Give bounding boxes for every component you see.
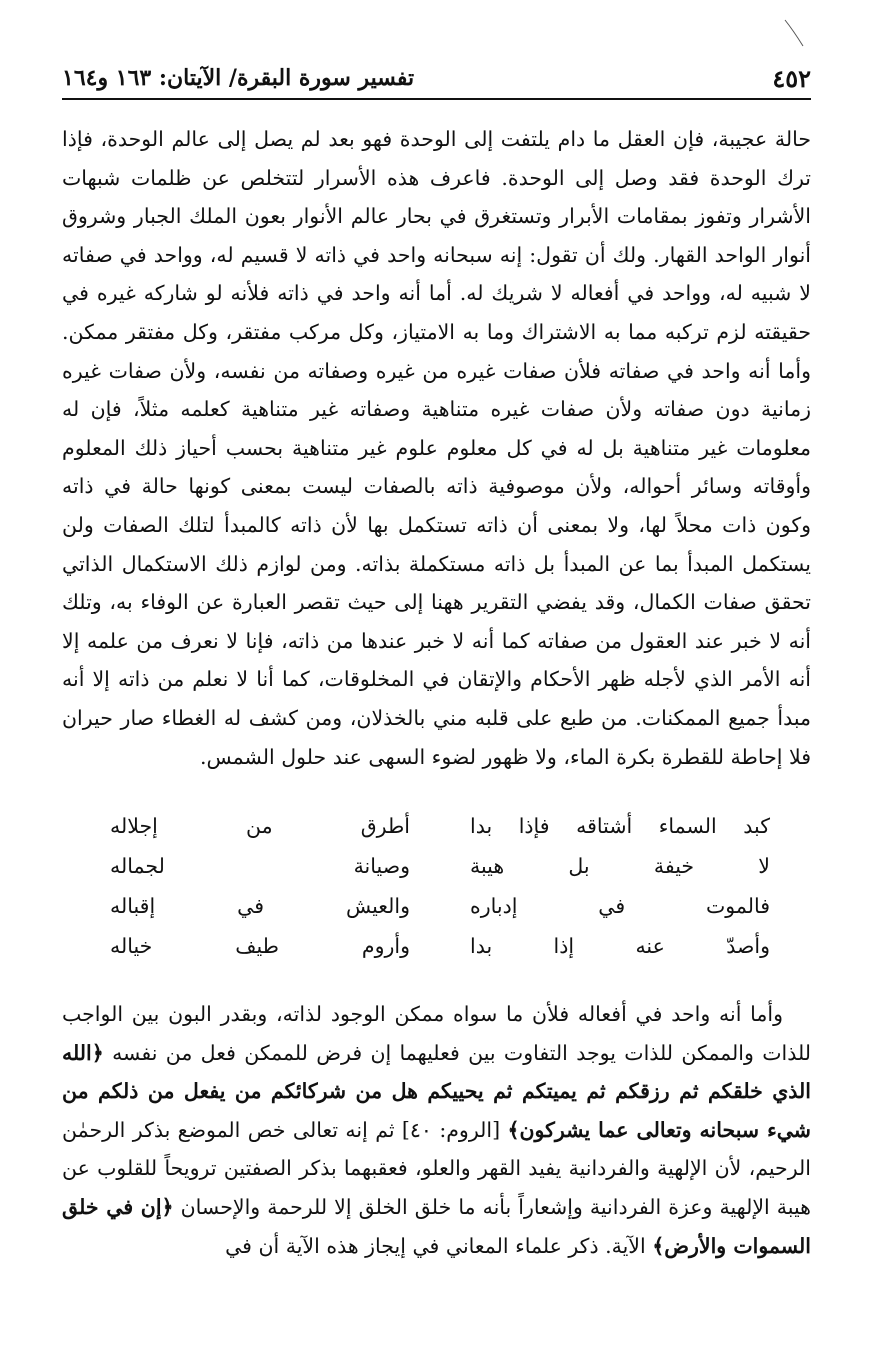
verse-second-half: وصيانة لجماله [110, 854, 410, 878]
running-title: تفسير سورة البقرة/ الآيتان: ١٦٣ و١٦٤ [62, 65, 415, 91]
page-header [62, 58, 811, 100]
verse-second-half: وأروم طيف خياله [110, 934, 410, 958]
poem [110, 806, 770, 966]
poem-verse [110, 886, 770, 926]
paragraph-2-text: [الروم: ٤٠] ثم إنه تعالى خص الموضع بذكر الرحمٰن الرحيم، لأن الإلهية والفردانية يفيد القهر والعلو، فعقبهما بذكر الصفتين ترويحاً للقلوب عن هيبة الإلهية وعزة الفردانية وإشعاراً بأنه ما خلق الخلق إلا للرحمة والإحسان [62, 1117, 811, 1219]
quran-quote: ﴿الله الذي خلقكم ثم رزقكم ثم يميتكم ثم يحييكم هل من شركائكم من يفعل من ذلكم من شيء سبحانه وتعالى عما يشركون﴾ [62, 1040, 811, 1142]
verse-first-half: وأصدّ عنه إذا بدا [470, 934, 770, 958]
verse-second-half: أطرق من إجلاله [110, 814, 410, 838]
paragraph-1-text: حالة عجيبة، فإن العقل ما دام يلتفت إلى الوحدة فهو بعد لم يصل إلى عالم الوحدة، فإذا ترك الوحدة فقد وصل إلى الوحدة. فاعرف هذه الأسرار لتتخلص عن ظلمات شبهات الأشرار وتفوز بمقامات الأبرار وتستغرق في بحار عالم الأنوار بعون الملك الجبار وشروق أنوار الواحد القهار. ولك أن تقول: إنه سبحانه واحد في ذاته لا قسيم له، وواحد في صفاته لا شبيه له، وواحد في أفعاله لا شريك له. أما أنه واحد في ذاته فلأنه لو شاركه غيره في حقيقته لزم تركبه مما به الاشتراك وما به الامتياز، وكل مركب مفتقر، وكل مفتقر ممكن. وأما أنه واحد في صفاته فلأن صفات غيره من غيره وصفاته من نفسه، ولأن صفات غيره زمانية دون صفاته ولأن صفات غيره متناهية وصفاته غير متناهية كعلمه مثلاً، فإن له معلومات غير متناهية بل له في كل معلوم علوم غير متناهية بحسب أحياز ذلك المعلوم وأوقاته وسائر أحواله، ولأن موصوفية ذاته بالصفات ليست بمعنى كونها حالة في ذاته وكون ذات محلاً لها، ولا بمعنى أن ذاته تستكمل بها لأن ذاته كالمبدأ لتلك الصفات ولن يستكمل المبدأ بما عن المبدأ بل ذاته مستكملة بذاته. ومن لوازم ذلك الاستكمال الذاتي تحقق صفات الكمال، وقد يفضي التقرير ههنا إلى حيث تقصر العبارة عن الوفاء به، وتلك أنه لا خبر عند العقول من صفاته كما أنه لا خبر عندها من ذاته، فإنا لا نعرف من علمه إلا أنه الأمر الذي لأجله ظهر الأحكام والإتقان في المخلوقات، كما أنا لا نعلم من ذاته إلا أنه مبدأ جميع الممكنات. من طبع على قلبه مني بالخذلان، ومن كشف له الغطاء صار حيران فلا إحاطة للقطرة بكرة الماء، ولا ظهور لضوء السهى عند حلول الشمس. [62, 127, 811, 769]
pen-mark-icon [783, 18, 807, 48]
poem-verse [110, 926, 770, 966]
verse-first-half: فالموت في إدباره [470, 894, 770, 918]
quran-quote: ﴿إن في خلق السموات والأرض﴾ [62, 1194, 811, 1258]
verse-second-half: والعيش في إقباله [110, 894, 410, 918]
verse-first-half: لا خيفة بل هيبة [470, 854, 770, 878]
paragraph-2-text: الآية. ذكر علماء المعاني في إيجاز هذه الآية أن في [225, 1233, 653, 1258]
paragraph-2 [62, 995, 811, 1265]
page-number: ٤٥٢ [772, 63, 811, 93]
poem-verse [110, 846, 770, 886]
poem-verse [110, 806, 770, 846]
paragraph-1 [62, 120, 811, 776]
paragraph-2-text: وأما أنه واحد في أفعاله فلأن ما سواه ممكن الوجود لذاته، وبقدر البون بين الواجب للذات والممكن للذات يوجد التفاوت بين فعليهما إن فرض للممكن فعل من نفسه [62, 1002, 811, 1065]
verse-first-half: كبد السماء أشتاقه فإذا بدا [470, 814, 770, 838]
